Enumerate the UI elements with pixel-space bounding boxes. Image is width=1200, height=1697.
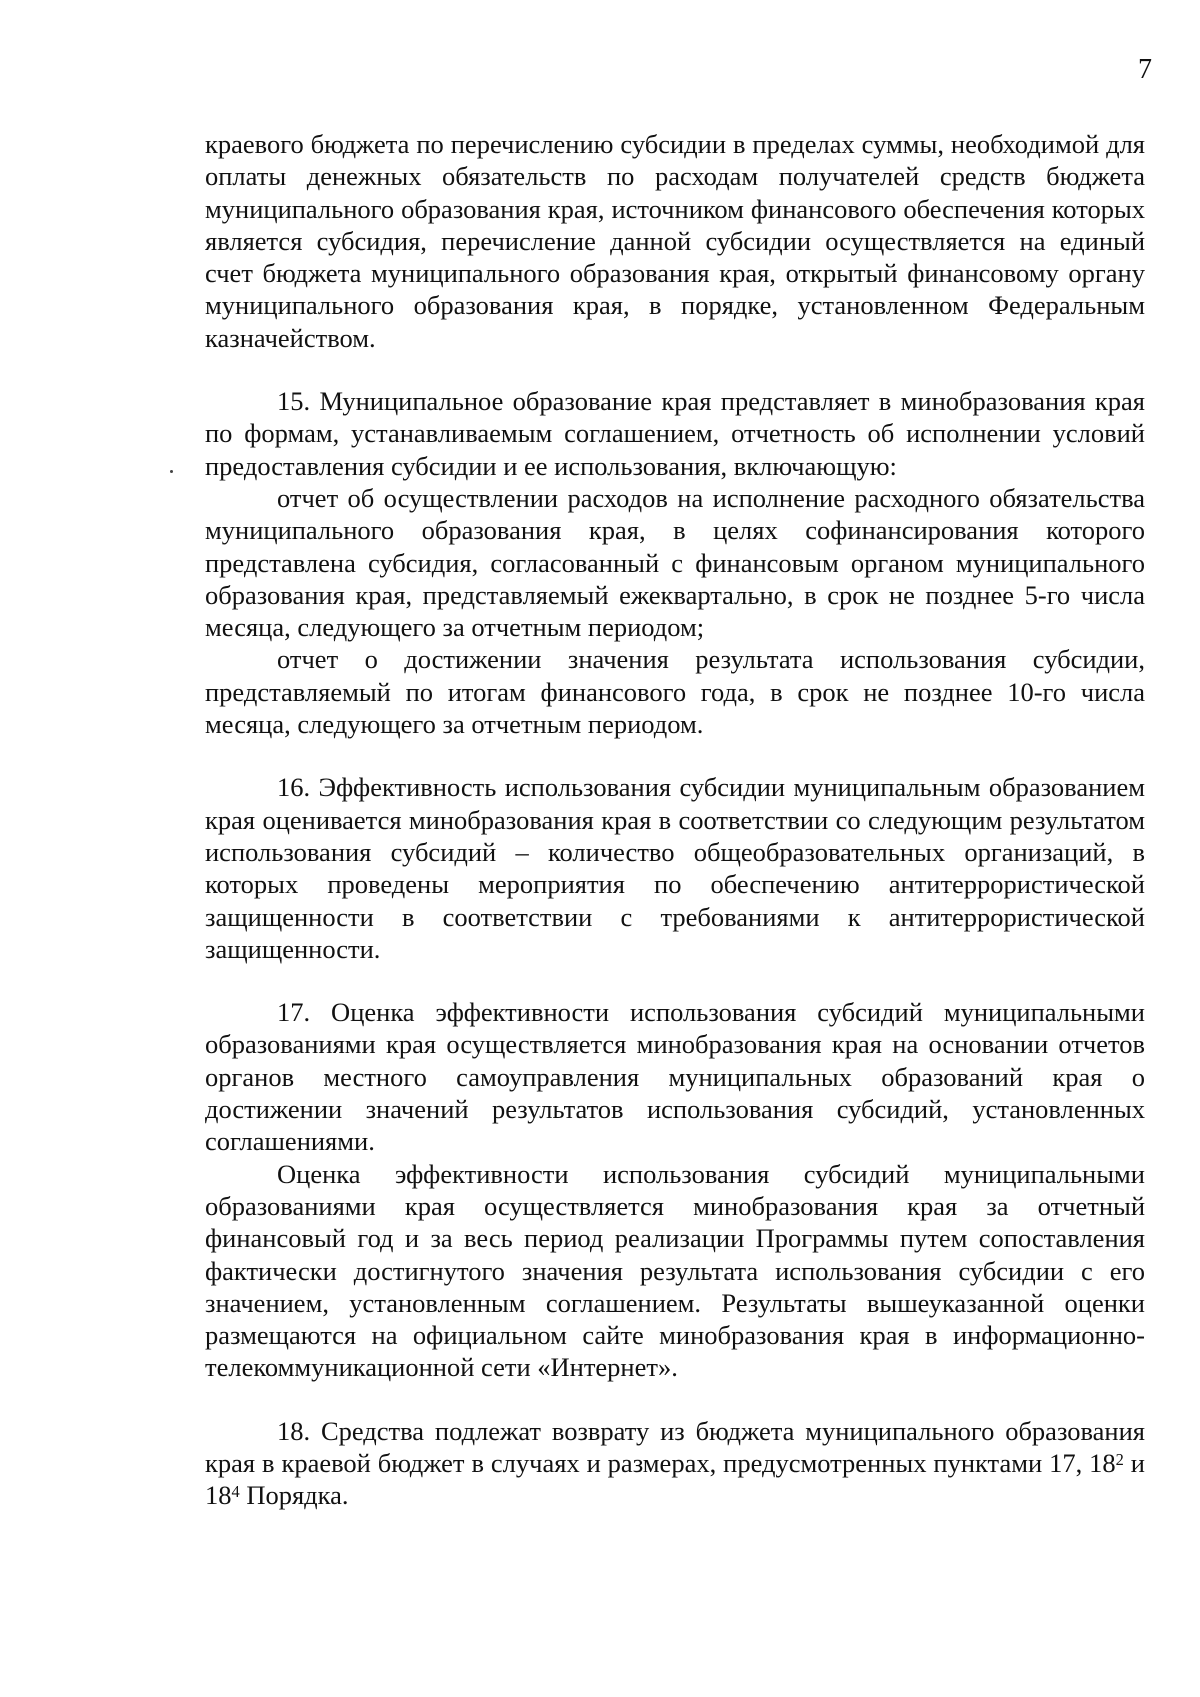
paragraph-14-continuation: краевого бюджета по перечислению субсидии в пределах суммы, необходимой для оплаты денежных обязательств по расходам получателей средств бюджета муниципального образования края, источником финансового обеспечения которых является субсидия, перечисление данной субсидии осуществляется на единый счет бюджета муниципального образования края, открытый финансовому органу муниципального образования края, в порядке, установленном Федеральным казначейством.	[205, 129, 1145, 353]
paragraph-18-text-before: 18. Средства подлежат возврату из бюджета муниципального образования края в краевой бюджет в случаях и размерах, предусмотренных пунктами 17, 18	[205, 1415, 1145, 1478]
paragraph-18-superscript-1: 2	[1115, 1449, 1124, 1469]
paragraph-16: 16. Эффективность использования субсидии муниципальным образованием края оценивается минобразования края в соответствии со следующим результатом использования субсидий – количество общеобразовательных организаций, в которых проведены мероприятия по обеспечению антитеррористической защищенности в соответствии с требованиями к антитеррористической защищенности.	[205, 772, 1145, 964]
paragraph-18	[205, 1415, 1145, 1512]
paragraph-18-text-middle: и 18	[205, 1447, 1145, 1511]
paragraph-15: 15. Муниципальное образование края представляет в минобразования края по формам, устанавливаемым соглашением, отчетность об исполнении условий предоставления субсидии и ее использования, включающую:	[205, 386, 1145, 481]
paragraph-18-superscript-2: 4	[231, 1481, 240, 1501]
scan-artifact-dot	[170, 470, 173, 473]
paragraph-17-continuation: Оценка эффективности использования субсидий муниципальными образованиями края осуществляется минобразования края за отчетный финансовый год и за весь период реализации Программы путем сопоставления фактически достигнутого значения результата использования субсидии с его значением, установленным соглашением. Результаты вышеуказанной оценки размещаются на официальном сайте минобразования края в информационно-телекоммуникационной сети «Интернет».	[205, 1158, 1145, 1383]
page-number: 7	[1138, 54, 1152, 85]
paragraph-18-text-after: Порядка.	[239, 1480, 349, 1511]
paragraph-15-item-1: отчет об осуществлении расходов на исполнение расходного обязательства муниципального образования края, в целях софинансирования которого представлена субсидия, согласованный с финансовым органом муниципального образования края, представляемый ежеквартально, в срок не позднее 5-го числа месяца, следующего за отчетным периодом;	[205, 482, 1145, 643]
paragraph-17: 17. Оценка эффективности использования субсидий муниципальными образованиями края осуществляется минобразования края на основании отчетов органов местного самоуправления муниципальных образований края о достижении значений результатов использования субсидий, установленных соглашениями.	[205, 997, 1145, 1157]
paragraph-15-item-2: отчет о достижении значения результата использования субсидии, представляемый по итогам финансового года, в срок не позднее 10-го числа месяца, следующего за отчетным периодом.	[205, 644, 1145, 740]
document-body	[205, 128, 1145, 1512]
